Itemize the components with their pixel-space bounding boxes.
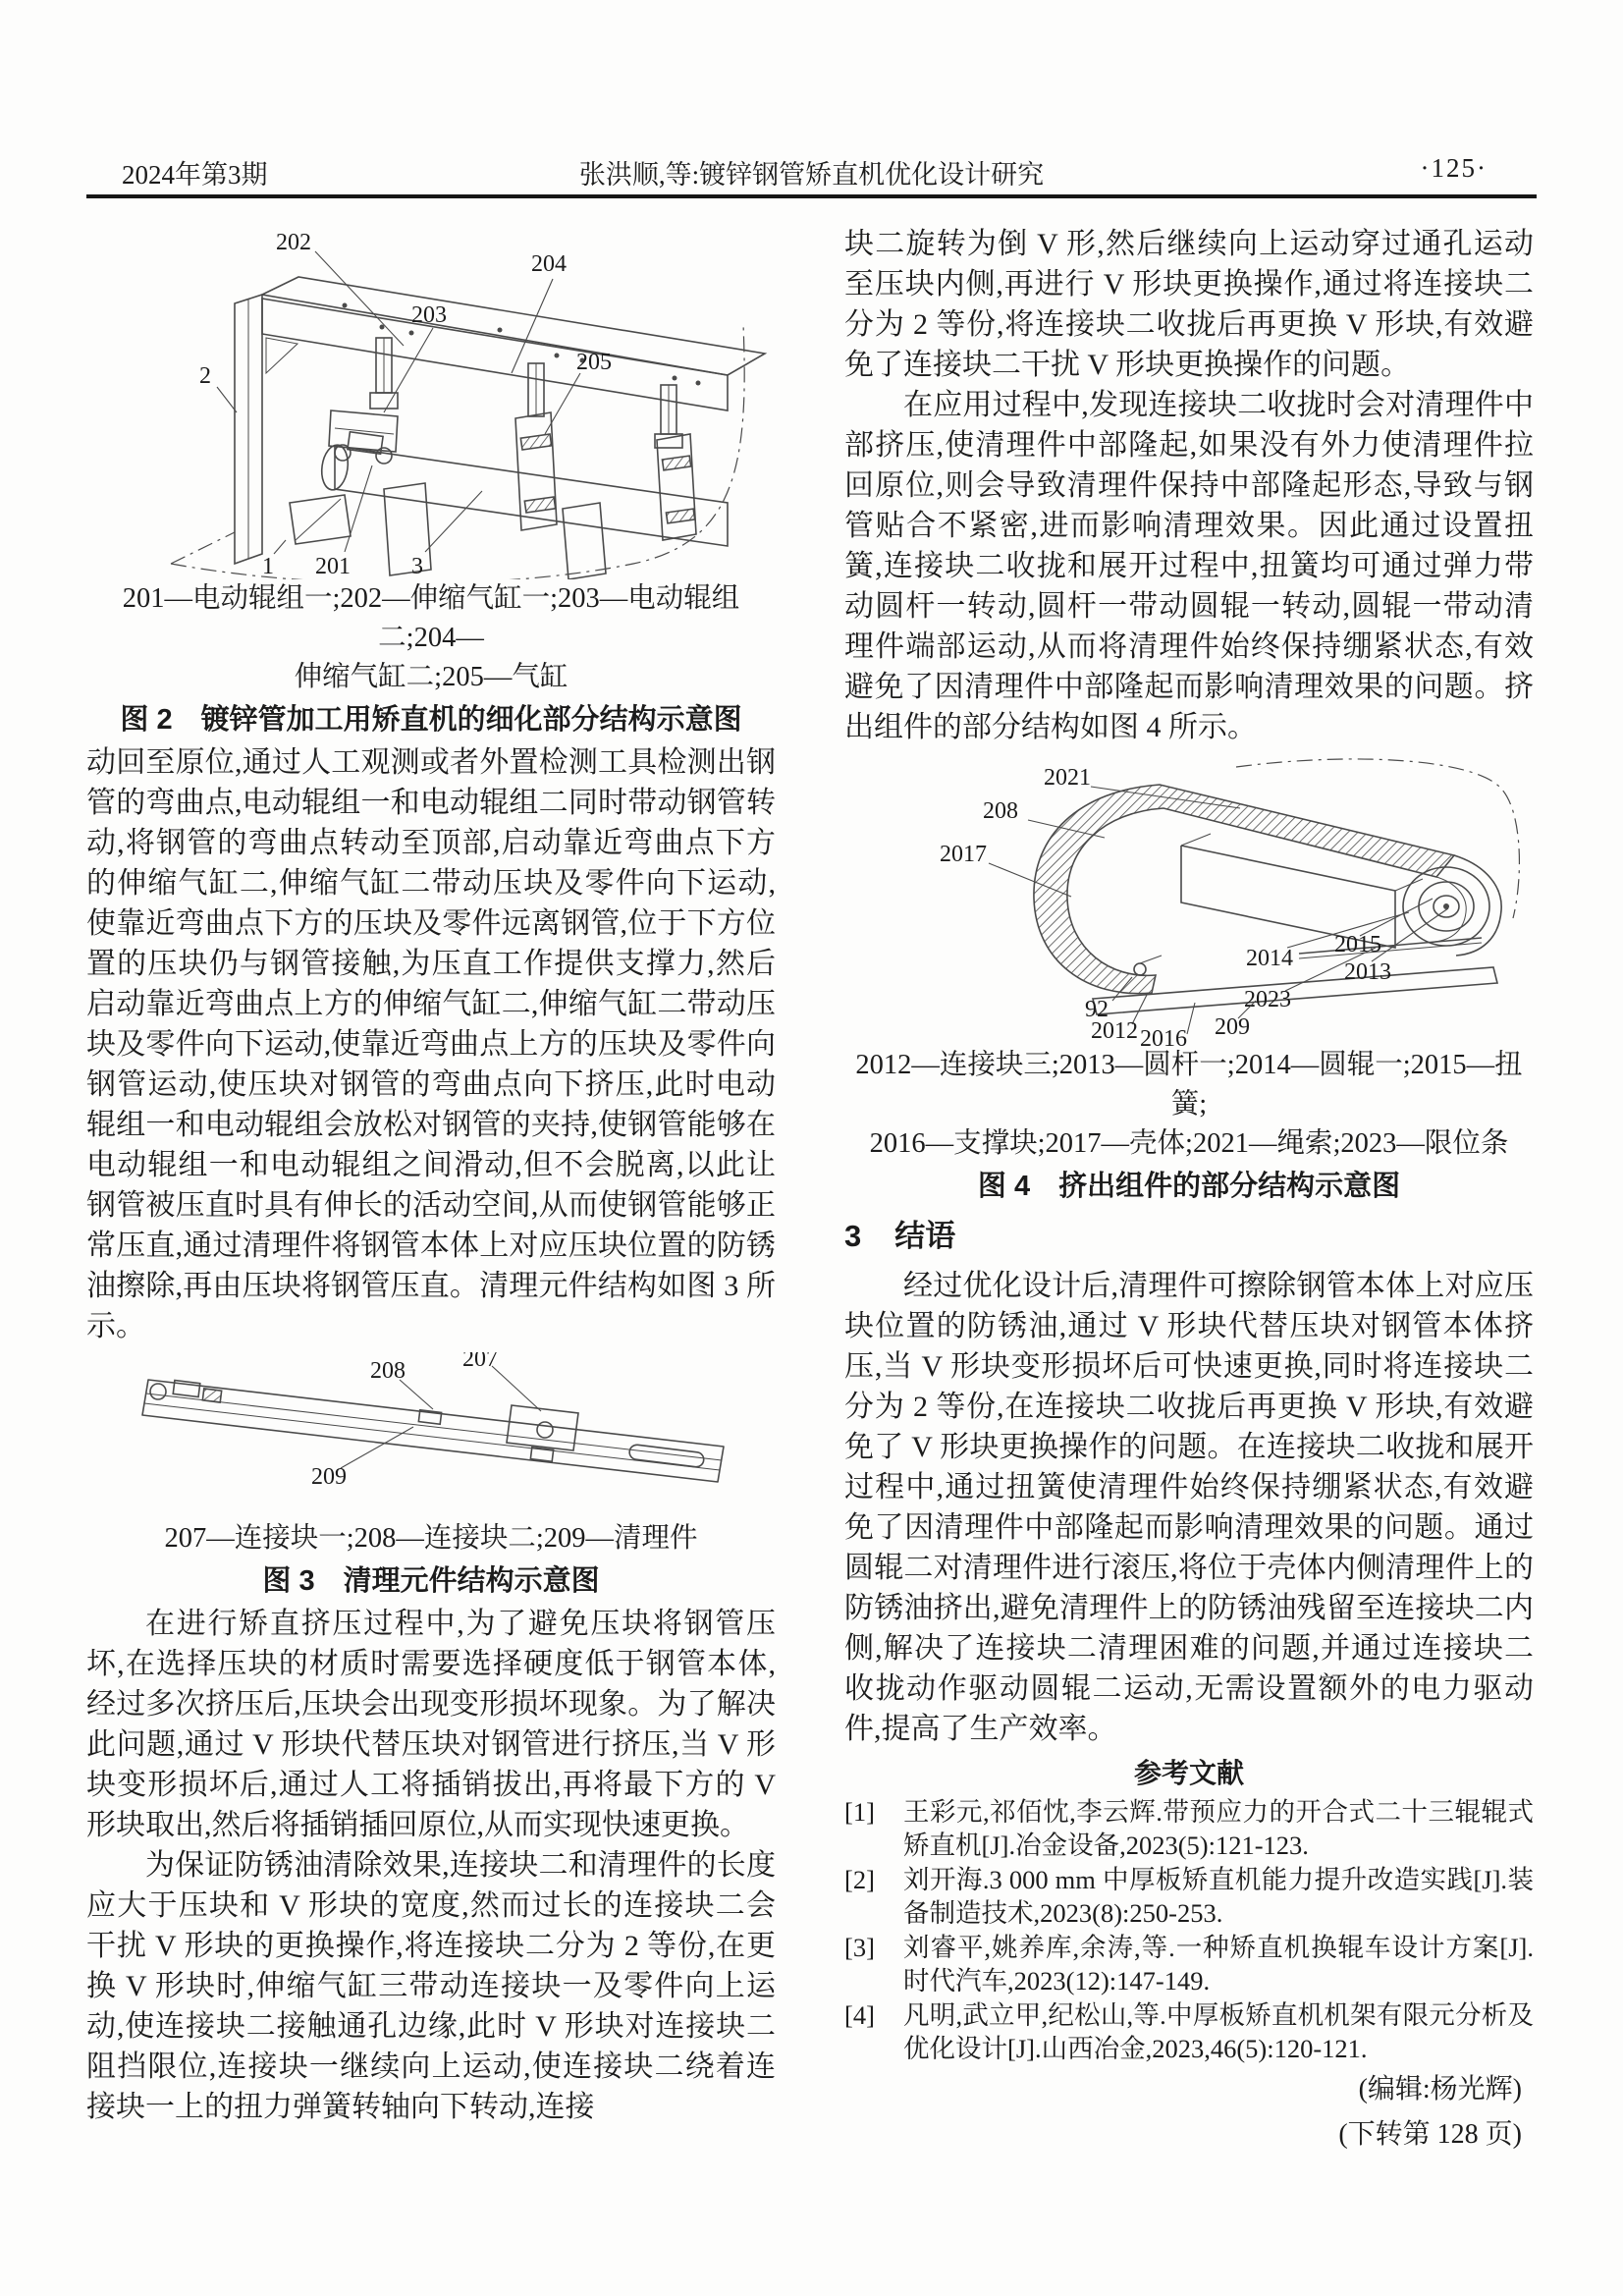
reference-number: [2] [844,1865,875,1894]
fig4-label-92: 92 [1085,997,1109,1022]
reference-item [844,1796,1534,1862]
right-paragraph-2: 在应用过程中,发现连接块二收拢时会对清理件中部挤压,使清理件中部隆起,如果没有外力使清理件拉回原位,则会导致清理件保持中部隆起形态,导致与钢管贴合不紧密,进而影响清理效果。因此通过设置扭簧,连接块二收拢和展开过程中,扭簧均可通过弹力带动圆杆一转动,圆杆一带动圆辊一转动,圆辊一带动清理件端部运动,从而将清理件始终保持绷紧状态,有效避免了因清理件中部隆起而影响清理效果的问题。挤出组件的部分结构如图 4 所示。 [844,389,1534,743]
section-3-number: 3 [844,1219,862,1253]
figure2 [86,208,776,579]
fig4-label-2014: 2014 [1246,946,1293,971]
figure3-drawing [87,1352,775,1519]
fig3-label-207: 207 [462,1352,498,1372]
left-paragraph-2: 在进行矫直挤压过程中,为了避免压块将钢管压坏,在选择压块的材质时需要选择硬度低于钢管本体,经过多次挤压后,压块会出现变形损坏现象。为了解决此问题,通过 V 形块代替压块对钢管进行挤压,当 V 形块变形损坏后,通过人工将插销拔出,再将最下方的 V 形块取出,然后将插销插回原位,从而实现快速更换。 [86,1608,776,1841]
fig2-label-201: 201 [315,554,351,579]
figure4-caption-line1: 2012—连接块三;2013—圆杆一;2014—圆辊一;2015—扭簧; [855,1050,1523,1120]
fig4-label-209: 209 [1215,1014,1250,1040]
fig2-label-204: 204 [531,251,567,277]
fig2-label-205: 205 [576,350,612,375]
reference-number: [1] [844,1797,875,1827]
reference-number: [3] [844,1933,875,1962]
fig4-label-2017: 2017 [940,842,987,867]
left-paragraph-3: 为保证防锈油清除效果,连接块二和清理件的长度应大于压块和 V 形块的宽度,然而过长的连接块二会干扰 V 形块的更换操作,将连接块二分为 2 等份,在更换 V 形块时,伸缩气缸三带动连接块一及零件向上运动,使连接块二接触通孔边缘,此时 V 形块对连接块二阻挡限位,连接块一继续向上运动,使连接块二绕着连接块一上的扭力弹簧转轴向下转动,连接 [86,1849,776,2123]
fig3-label-209: 209 [311,1464,347,1490]
figure4-caption-line2: 2016—支撑块;2017—壳体;2021—绳索;2023—限位条 [869,1128,1509,1159]
fig4-label-2012: 2012 [1091,1018,1138,1044]
continued-note: (下转第 128 页) [1338,2119,1522,2150]
section-3-title: 结语 [894,1219,956,1253]
reference-item [844,1864,1534,1930]
figure2-title: 图 2 镀锌管加工用矫直机的细化部分结构示意图 [120,704,742,736]
editor-note: (编辑:杨光辉) [1358,2074,1522,2105]
header-issue: 2024年第3期 [122,160,268,190]
figure2-drawing [87,208,775,579]
figure2-caption-line2: 伸缩气缸二;205—气缸 [294,662,568,692]
right-column [844,224,1534,2158]
reference-text: 刘开海.3 000 mm 中厚板矫直机能力提升改造实践[J].装备制造技术,2023(8):250-253. [903,1865,1534,1928]
fig4-label-2023: 2023 [1244,987,1291,1012]
figure2-caption-line1: 201—电动辊组一;202—伸缩气缸一;203—电动辊组二;204— [122,583,740,653]
fig4-label-2016: 2016 [1140,1026,1187,1046]
fig2-label-2: 2 [199,363,211,389]
reference-item [844,1932,1534,1997]
fig4-label-208: 208 [983,798,1018,824]
reference-item [844,1999,1534,2065]
fig3-label-208: 208 [370,1358,406,1384]
left-column [86,208,776,2127]
figure3 [86,1352,776,1519]
header-rule [86,194,1537,198]
fig2-label-3: 3 [411,554,423,579]
figure4-title: 图 4 挤出组件的部分结构示意图 [977,1171,1401,1202]
fig4-label-2021: 2021 [1044,765,1091,791]
fig4-label-2013: 2013 [1344,959,1391,985]
header-page-number: ·125· [1420,153,1488,183]
figure3-title: 图 3 清理元件结构示意图 [262,1565,600,1597]
section-3-heading [844,1217,1534,1256]
left-paragraph-1: 动回至原位,通过人工观测或者外置检测工具检测出钢管的弯曲点,电动辊组一和电动辊组二同时带动钢管转动,将钢管的弯曲点转动至顶部,启动靠近弯曲点下方的伸缩气缸二,伸缩气缸二带动压块及零件向下运动,使靠近弯曲点下方的压块及零件远离钢管,位于下方位置的压块仍与钢管接触,为压直工作提供支撑力,然后启动靠近弯曲点上方的伸缩气缸二,伸缩气缸二带动压块及零件向下运动,使靠近弯曲点上方的压块及零件向钢管运动,使压块对钢管的弯曲点向下挤压,此时电动辊组一和电动辊组会放松对钢管的夹持,使钢管能够在电动辊组一和电动辊组之间滑动,但不会脱离,以此让钢管被压直时具有伸长的活动空间,从而使钢管能够正常压直,通过清理件将钢管本体上对应压块位置的防锈油擦除,再由压块将钢管压直。清理元件结构如图 3 所示。 [86,746,776,1342]
reference-text: 刘睿平,姚养库,余涛,等.一种矫直机换辊车设计方案[J].时代汽车,2023(12):147-149. [903,1933,1534,1995]
fig4-label-2015: 2015 [1334,932,1381,957]
figure4 [844,751,1534,1046]
figure3-caption: 207—连接块一;208—连接块二;209—清理件 [164,1523,698,1554]
reference-text: 凡明,武立甲,纪松山,等.中厚板矫直机机架有限元分析及优化设计[J].山西冶金,2023,46(5):120-121. [903,2000,1534,2063]
reference-number: [4] [844,2000,875,2030]
right-paragraph-1: 块二旋转为倒 V 形,然后继续向上运动穿过通孔运动至压块内侧,再进行 V 形块更换操作,通过将连接块二分为 2 等份,将连接块二收拢后再更换 V 形块,有效避免了连接块二干扰 V 形块更换操作的问题。 [844,228,1534,381]
fig2-label-203: 203 [411,302,447,328]
figure4-drawing [845,751,1533,1046]
fig2-label-1: 1 [262,554,274,579]
reference-text: 王彩元,祁佰忱,李云辉.带预应力的开合式二十三辊辊式矫直机[J].冶金设备,2023(5):121-123. [903,1797,1534,1860]
fig2-label-202: 202 [276,230,311,255]
header-running-title: 张洪顺,等:镀锌钢管矫直机优化设计研究 [578,160,1045,190]
references-title: 参考文献 [1133,1758,1244,1788]
section-3-paragraph: 经过优化设计后,清理件可擦除钢管本体上对应压块位置的防锈油,通过 V 形块代替压块对钢管本体挤压,当 V 形块变形损坏后可快速更换,同时将连接块二分为 2 等份,在连接块二收拢后再更换 V 形块,有效避免了 V 形块更换操作的问题。在连接块二收拢和展开过程中,通过扭簧使清理件始终保持绷紧状态,有效避免了因清理件中部隆起而影响清理效果的问题。通过圆辊二对清理件进行滚压,将位于壳体内侧清理件上的防锈油挤出,避免清理件上的防锈油残留至连接块二内侧,解决了连接块二清理困难的问题,并通过连接块二收拢动作驱动圆辊二运动,无需设置额外的电力驱动件,提高了生产效率。 [844,1270,1534,1745]
